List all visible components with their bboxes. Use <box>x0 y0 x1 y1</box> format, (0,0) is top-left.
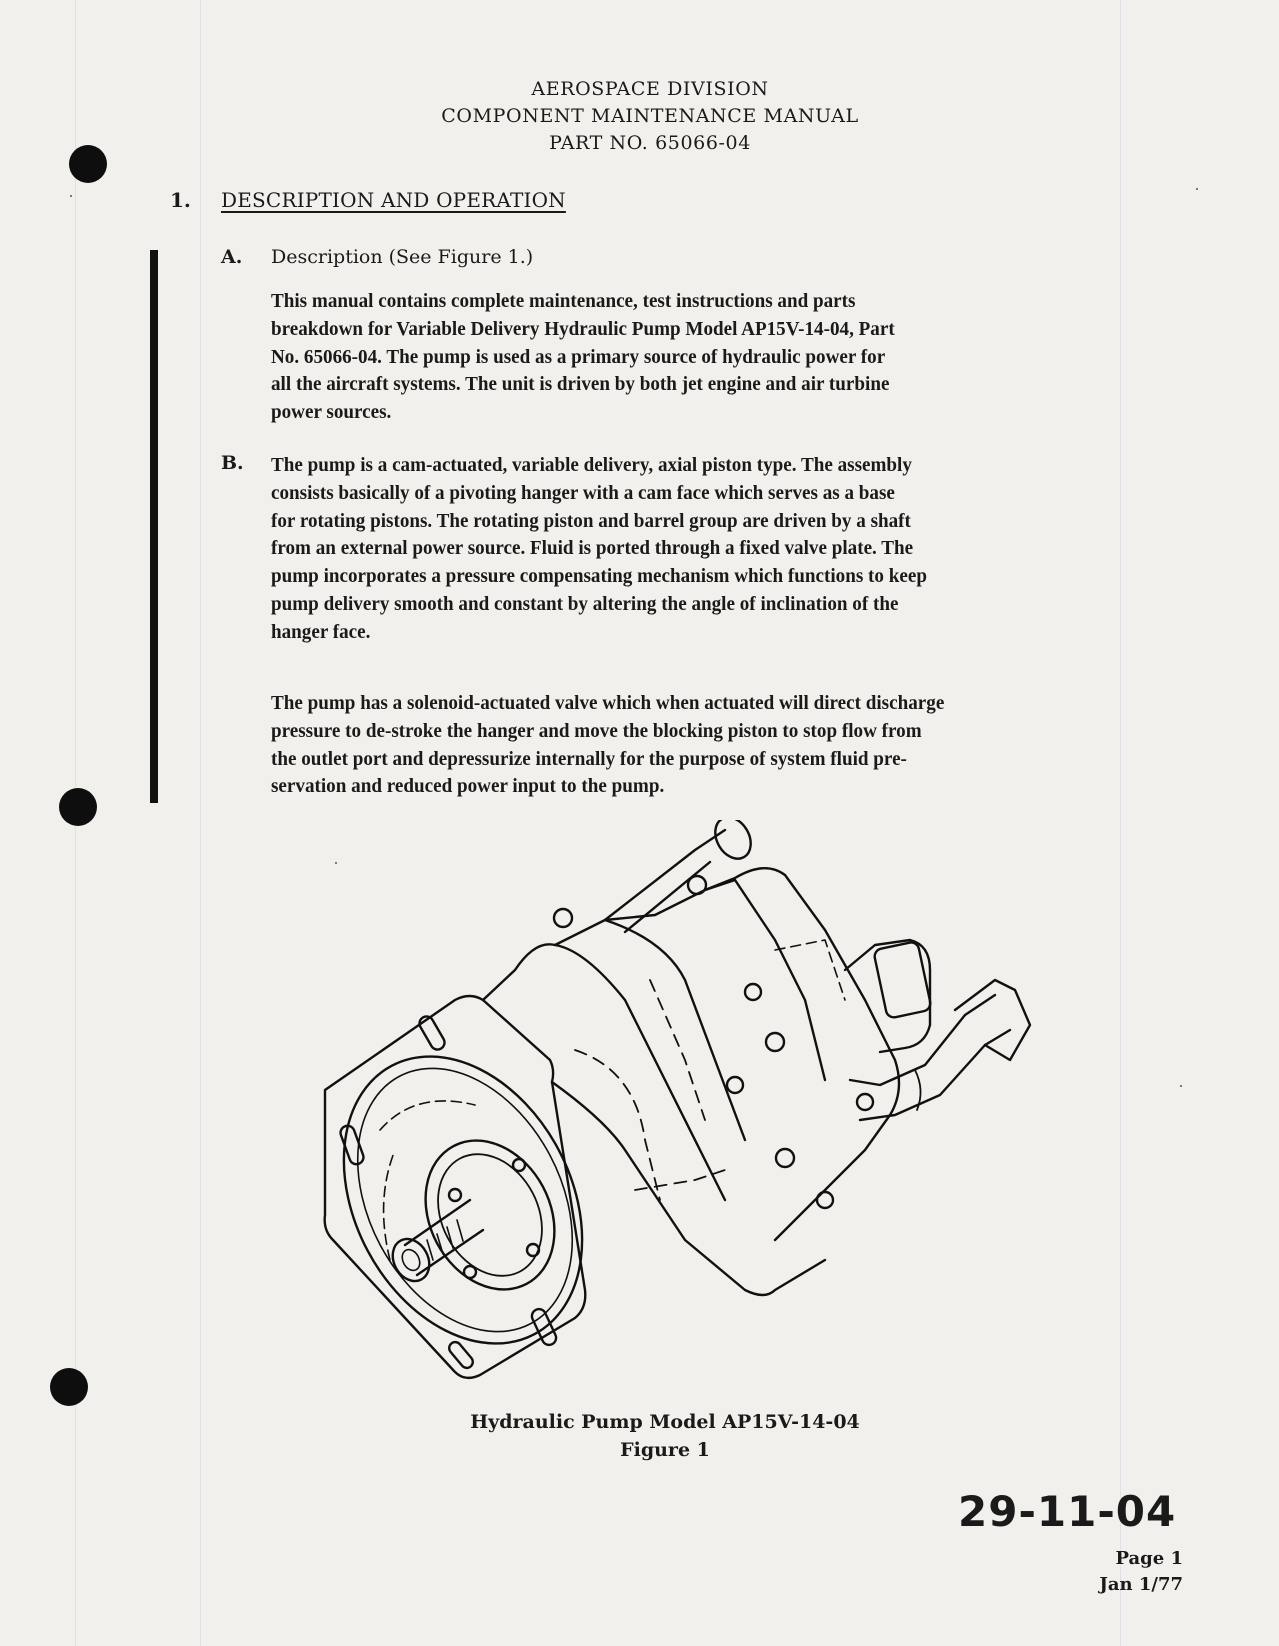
figure-caption-title: Hydraulic Pump Model AP15V-14-04 <box>470 1411 860 1433</box>
paragraph-line: consists basically of a pivoting hanger with a cam face which serves as a base <box>271 482 895 504</box>
paragraph-line: all the aircraft systems. The unit is driven by both jet engine and air turbine <box>271 374 890 396</box>
paragraph-line: servation and reduced power input to the pump. <box>271 776 665 798</box>
paragraph-line: from an external power source. Fluid is ported through a fixed valve plate. The <box>271 538 914 560</box>
paragraph-line: This manual contains complete maintenance, test instructions and parts <box>271 291 856 312</box>
scan-line <box>200 0 201 1646</box>
paragraph-line: No. 65066-04. The pump is used as a primary source of hydraulic power for <box>271 346 886 368</box>
paragraph-line: breakdown for Variable Delivery Hydraulic Pump Model AP15V-14-04, Part <box>271 318 895 340</box>
scan-speck <box>1180 1085 1182 1087</box>
section-title: DESCRIPTION AND OPERATION <box>221 188 566 212</box>
revision-change-bar <box>150 250 158 803</box>
manual-title: COMPONENT MAINTENANCE MANUAL <box>441 105 859 127</box>
subsection-a-heading: Description (See Figure 1.) <box>271 246 534 268</box>
page-number: Page 1 <box>1115 1548 1183 1569</box>
paragraph-line: pump incorporates a pressure compensating mechanism which functions to keep <box>271 566 927 588</box>
paragraph-line: pump delivery smooth and constant by altering the angle of inclination of the <box>271 593 899 615</box>
scan-speck <box>1196 188 1198 190</box>
hydraulic-pump-illustration <box>305 820 1045 1400</box>
binder-hole-middle <box>59 788 97 826</box>
paragraph-line: hanger face. <box>271 621 371 643</box>
description-paragraph <box>271 288 895 427</box>
revision-date: Jan 1/77 <box>1099 1574 1183 1595</box>
paragraph-line: The pump has a solenoid-actuated valve which when actuated will direct discharge <box>271 693 945 714</box>
part-number: PART NO. 65066-04 <box>549 132 751 154</box>
subsection-b-label: B. <box>221 452 244 474</box>
scan-line <box>1120 0 1121 1646</box>
paragraph-line: power sources. <box>271 402 392 424</box>
paragraph-line: for rotating pistons. The rotating piston and barrel group are driven by a shaft <box>271 510 911 532</box>
subsection-a-label: A. <box>221 246 243 268</box>
binder-hole-top <box>69 145 107 183</box>
division-name: AEROSPACE DIVISION <box>531 78 769 100</box>
document-header <box>380 76 920 157</box>
operation-paragraph-2 <box>271 690 944 801</box>
chapter-section-code: 29-11-04 <box>958 1487 1177 1536</box>
scan-speck <box>335 862 337 864</box>
operation-paragraph-1 <box>271 452 927 647</box>
figure-caption <box>440 1408 890 1464</box>
binder-hole-bottom <box>50 1368 88 1406</box>
paragraph-line: The pump is a cam-actuated, variable delivery, axial piston type. The assembly <box>271 455 912 476</box>
section-number: 1. <box>170 188 191 212</box>
paragraph-line: pressure to de-stroke the hanger and move the blocking piston to stop flow from <box>271 720 922 742</box>
scan-speck <box>70 195 72 197</box>
paragraph-line: the outlet port and depressurize internally for the purpose of system fluid pre- <box>271 748 907 770</box>
figure-caption-label: Figure 1 <box>620 1439 710 1461</box>
